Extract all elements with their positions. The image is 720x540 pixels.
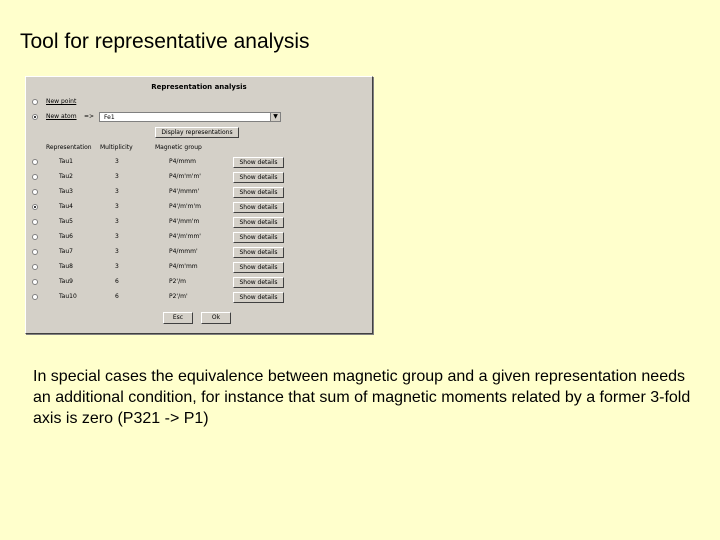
representation-radio[interactable] bbox=[32, 204, 38, 210]
chevron-down-icon[interactable]: ▼ bbox=[270, 113, 280, 121]
magnetic-group-value: P4'/m'm'm bbox=[169, 203, 201, 210]
display-representations-button[interactable]: Display representations bbox=[155, 127, 239, 138]
magnetic-group-value: P4/m'mm bbox=[169, 263, 198, 270]
dialog-title: Representation analysis bbox=[151, 83, 247, 91]
atom-select-value: Fe1 bbox=[104, 114, 115, 121]
representation-radio[interactable] bbox=[32, 279, 38, 285]
magnetic-group-value: P4'/mm'm bbox=[169, 218, 200, 225]
new-atom-label: New atom bbox=[46, 113, 77, 120]
magnetic-group-value: P4/m'm'm' bbox=[169, 173, 201, 180]
representation-radio[interactable] bbox=[32, 264, 38, 270]
multiplicity-value: 6 bbox=[115, 278, 119, 285]
new-atom-radio[interactable] bbox=[32, 114, 38, 120]
show-details-button[interactable]: Show details bbox=[233, 172, 284, 183]
magnetic-group-value: P2'/m' bbox=[169, 293, 188, 300]
show-details-button[interactable]: Show details bbox=[233, 217, 284, 228]
show-details-button[interactable]: Show details bbox=[233, 232, 284, 243]
multiplicity-value: 3 bbox=[115, 173, 119, 180]
arrow-label: => bbox=[84, 113, 95, 120]
show-details-button[interactable]: Show details bbox=[233, 187, 284, 198]
show-details-button[interactable]: Show details bbox=[233, 292, 284, 303]
column-header-representation: Representation bbox=[46, 144, 92, 151]
show-details-button[interactable]: Show details bbox=[233, 157, 284, 168]
multiplicity-value: 3 bbox=[115, 203, 119, 210]
multiplicity-value: 6 bbox=[115, 293, 119, 300]
ok-button[interactable]: Ok bbox=[201, 312, 231, 324]
multiplicity-value: 3 bbox=[115, 158, 119, 165]
column-header-multiplicity: Multiplicity bbox=[100, 144, 133, 151]
representation-name: Tau4 bbox=[59, 203, 73, 210]
multiplicity-value: 3 bbox=[115, 263, 119, 270]
representation-radio[interactable] bbox=[32, 189, 38, 195]
representation-name: Tau10 bbox=[59, 293, 77, 300]
representation-name: Tau3 bbox=[59, 188, 73, 195]
representation-radio[interactable] bbox=[32, 249, 38, 255]
representation-analysis-dialog bbox=[25, 76, 373, 334]
multiplicity-value: 3 bbox=[115, 188, 119, 195]
representation-radio[interactable] bbox=[32, 234, 38, 240]
representation-name: Tau2 bbox=[59, 173, 73, 180]
multiplicity-value: 3 bbox=[115, 248, 119, 255]
slide-body-text: In special cases the equivalence between magnetic group and a given representation needs an additional condition, for instance that sum of magnetic moments related by a former 3-fold axis is zero (P321 -> P1) bbox=[33, 368, 691, 427]
representation-name: Tau1 bbox=[59, 158, 73, 165]
show-details-button[interactable]: Show details bbox=[233, 277, 284, 288]
representation-name: Tau7 bbox=[59, 248, 73, 255]
show-details-button[interactable]: Show details bbox=[233, 247, 284, 258]
show-details-button[interactable]: Show details bbox=[233, 262, 284, 273]
column-header-magnetic-group: Magnetic group bbox=[155, 144, 202, 151]
representation-name: Tau6 bbox=[59, 233, 73, 240]
magnetic-group-value: P4'/m'mm' bbox=[169, 233, 201, 240]
representation-radio[interactable] bbox=[32, 219, 38, 225]
representation-radio[interactable] bbox=[32, 174, 38, 180]
new-point-radio[interactable] bbox=[32, 99, 38, 105]
new-point-label: New point bbox=[46, 98, 77, 105]
representation-radio[interactable] bbox=[32, 159, 38, 165]
esc-button[interactable]: Esc bbox=[163, 312, 193, 324]
representation-radio[interactable] bbox=[32, 294, 38, 300]
slide-title: Tool for representative analysis bbox=[20, 30, 310, 53]
atom-select[interactable] bbox=[99, 112, 281, 122]
representation-name: Tau9 bbox=[59, 278, 73, 285]
show-details-button[interactable]: Show details bbox=[233, 202, 284, 213]
representation-name: Tau8 bbox=[59, 263, 73, 270]
representation-name: Tau5 bbox=[59, 218, 73, 225]
magnetic-group-value: P4'/mmm' bbox=[169, 188, 200, 195]
magnetic-group-value: P4/mmm' bbox=[169, 248, 198, 255]
magnetic-group-value: P4/mmm bbox=[169, 158, 196, 165]
magnetic-group-value: P2'/m bbox=[169, 278, 186, 285]
multiplicity-value: 3 bbox=[115, 218, 119, 225]
multiplicity-value: 3 bbox=[115, 233, 119, 240]
